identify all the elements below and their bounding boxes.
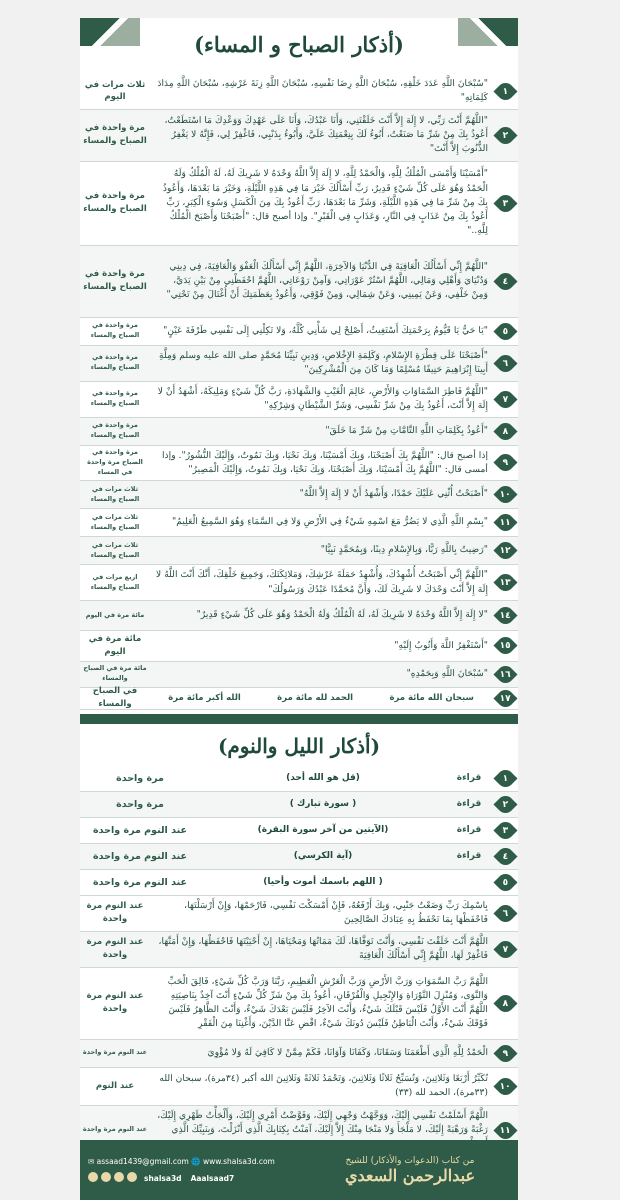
dhikr-text: "اللَّهُمَّ فَاطِرَ السَّمَاوَاتِ وَالأَرْضِ، عَالِمَ الْغَيْبِ وَالشَّهَادَةِ، رَبَّ كُلِّ شَيْءٍ وَمَلِيكَهُ، أَشْهَدُ أَنْ لا إِلَهَ إِلاَّ أَنْتَ، أَعُوذُ بِكَ مِنْ شَرِّ نَفْسِي، وَشَرِّ الشَّيْطَانِ وَشِرْكِهِ" (157, 385, 488, 411)
repeat-count: عند النوم (95, 1080, 135, 1091)
row-number-cell (492, 637, 518, 654)
dhikr-text: "أَصْبَحْتُ أُثْنِي عَلَيْكَ حَمْدًا، وَأَشْهَدُ أَنْ لا إِلَهَ إِلاَّ اللَّهُ" (299, 488, 488, 500)
row-number-badge: ١٠ (493, 482, 517, 506)
row-number-badge: ٢ (493, 792, 517, 816)
row-number-cell (492, 574, 518, 591)
row-number-cell (492, 323, 518, 340)
dhikr-row (80, 162, 518, 246)
repeat-count: مرة واحدة في الصباح والمساء (90, 353, 140, 371)
surah-name: (آية الكرسي) (293, 851, 353, 861)
repeat-count: مرة واحدة (116, 772, 164, 784)
footer-handle: Aaalsaad7 (190, 1173, 235, 1183)
row-number-cell (492, 796, 518, 813)
row-number-cell (492, 1078, 518, 1095)
repeat-count: عند النوم مرة واحدة (93, 824, 187, 836)
repeat-count: مائة مرة في اليوم (85, 610, 145, 619)
row-number-badge: ١١ (493, 510, 517, 534)
dhikr-text: "بِسْمِ اللَّهِ الَّذِي لا يَضُرُّ مَعَ اسْمِهِ شَيْءٌ فِي الأَرْضِ وَلا فِي السَّمَاءِ وَهُوَ السَّمِيعُ الْعَلِيمُ" (172, 516, 488, 528)
row-number-badge: ٨ (493, 419, 517, 443)
globe-icon: 🌐 (191, 1157, 203, 1166)
footer-contacts (88, 1155, 310, 1185)
footer-site[interactable]: www.shalsa3d.com (202, 1157, 275, 1166)
night-read-row (80, 818, 518, 844)
read-label: قراءة (456, 799, 482, 809)
snapchat-icon[interactable] (114, 1172, 124, 1182)
morning-title: (أذكار الصباح و المساء) (194, 32, 404, 57)
row-number-cell (492, 905, 518, 922)
surah-name: (قل هو الله أحد) (286, 773, 360, 783)
night-read-row (80, 766, 518, 792)
row-number-cell (492, 822, 518, 839)
dhikr-text: اللَّهُمَّ رَبَّ السَّمَوَاتِ وَرَبَّ الأَرْضِ وَرَبَّ الْعَرْشِ الْعَظِيمِ، رَبَّنَا وَرَبَّ كُلِّ شَيْءٍ، فَالِقَ الْحَبِّ وَالنَّوَى، وَمُنْزِلَ التَّوْرَاةِ وَالإِنْجِيلِ وَالْفُرْقَانِ، أَعُوذُ بِكَ مِنْ شَرِّ كُلِّ شَيْءٍ أَنْتَ آخِذٌ بِنَاصِيَتِهِ اللَّهُمَّ أَنْتَ الأَوَّلُ فَلَيْسَ قَبْلَكَ شَيْءٌ، وَأَنْتَ الآخِرُ فَلَيْسَ بَعْدَكَ شَيْءٌ، وَأَنْتَ الظَّاهِرُ فَلَيْسَ فَوْقَكَ شَيْءٌ، وَأَنْتَ الْبَاطِنُ فَلَيْسَ دُونَكَ شَيْءٌ، اقْضِ عَنَّا الدَّيْنَ، وَأَغْنِنَا مِنَ الْفَقْرِ (167, 975, 488, 1030)
surah-name: (الآيتين من آخر سورة البقرة) (257, 825, 389, 835)
night-dhikr-row (80, 1068, 518, 1106)
section-divider (80, 714, 518, 724)
repeat-count: مرة واحدة في الصباح والمساء (90, 421, 140, 439)
row-number-badge: ١٣ (493, 570, 517, 594)
night-read-row (80, 844, 518, 870)
footer-email[interactable]: assaad1439@gmail.com (96, 1157, 189, 1166)
row-number-badge: ١١ (493, 1118, 517, 1142)
dhikr-text: "أَعُوذُ بِكَلِمَاتِ اللَّهِ التَّامَّاتِ مِنْ شَرِّ مَا خَلَقَ" (325, 424, 488, 436)
row-number-badge: ١٥ (493, 634, 517, 658)
read-label: قراءة (456, 773, 482, 783)
dhikr-row (80, 110, 518, 162)
row-number-badge: ٤ (493, 269, 517, 293)
footer (80, 1140, 518, 1200)
dhikr-text: "أَصْبَحْنَا عَلَى فِطْرَةِ الإِسْلامِ، وَكَلِمَةِ الإِخْلاصِ، وَدِينِ نَبِيِّنَا مُحَمَّدٍ صلى الله عليه وسلم وَمِلَّةِ أَبِينَا إِبْرَاهِيمَ حَنِيفًا مُسْلِمًا وَمَا كَانَ مِنَ الْمُشْرِكِينَ" (159, 349, 488, 375)
tasbih-item: سبحان الله مائة مرة (389, 693, 474, 703)
night-dhikr-row (80, 932, 518, 968)
repeat-count: عند النوم مرة واحدة (82, 1125, 148, 1134)
row-number-badge: ١ (493, 766, 517, 790)
night-dhikr-row (80, 968, 518, 1040)
tasbih-item: الحمد لله مائة مرة (277, 693, 354, 703)
header (80, 18, 518, 74)
repeat-count: مرة واحدة في الصباح والمساء (83, 123, 147, 146)
repeat-count: مائة مرة في اليوم (88, 634, 142, 657)
row-number-cell (492, 995, 518, 1012)
row-number-badge: ١٢ (493, 538, 517, 562)
repeat-count: مائة مرة في الصباح والمساء (83, 664, 147, 682)
dhikr-text: الْحَمْدُ لِلَّهِ الَّذِي أَطْعَمَنَا وَسَقَانَا، وَكَفَانَا وَآوَانَا، فَكَمْ مِمَّنْ لا كَافِيَ لَهُ وَلا مُؤْوِيَ (207, 1046, 488, 1058)
row-number-cell (492, 423, 518, 440)
dhikr-row (80, 565, 518, 601)
row-number-cell (492, 874, 518, 891)
dhikr-row (80, 418, 518, 446)
dhikr-text: "لا إِلَهَ إِلاَّ اللَّهُ وَحْدَهُ لا شَرِيكَ لَهُ، لَهُ الْمُلْكُ وَلَهُ الْحَمْدُ وَهُوَ عَلَى كُلِّ شَيْءٍ قَدِيرٌ" (196, 609, 488, 621)
read-label: قراءة (456, 851, 482, 861)
repeat-count: ثلاث مرات في الصباح والمساء (90, 484, 140, 503)
tasbih-items (150, 693, 492, 703)
row-number-cell (492, 273, 518, 290)
email-icon: ✉ (88, 1157, 97, 1166)
book-title: من كتاب (الدعوات والأذكار) للشيخ (345, 1155, 475, 1166)
repeat-count: مرة واحدة في الصباح والمساء (83, 191, 147, 214)
footer-credit (310, 1156, 510, 1185)
row-number-badge: ٨ (493, 991, 517, 1015)
row-number-badge: ٦ (493, 901, 517, 925)
youtube-icon[interactable] (127, 1172, 137, 1182)
dhikr-row (80, 601, 518, 631)
row-number-cell (492, 454, 518, 471)
repeat-count: مرة واحدة (116, 798, 164, 810)
repeat-count: اربع مرات في الصباح والمساء (90, 572, 140, 591)
repeat-count: عند النوم مرة واحدة (86, 937, 144, 960)
footer-handle: shalsa3d (144, 1173, 182, 1183)
night-title: (أذكار الليل والنوم) (217, 733, 381, 758)
row-number-badge: ٩ (493, 1041, 517, 1065)
twitter-icon[interactable] (88, 1172, 98, 1182)
row-number-badge: ٤ (493, 844, 517, 868)
night-read-row (80, 870, 518, 896)
row-number-cell (492, 514, 518, 531)
row-number-cell (492, 355, 518, 372)
dhikr-text: "رَضِيتُ بِاللَّهِ رَبًّا، وَبِالإِسْلامِ دِينًا، وَبِمُحَمَّدٍ نَبِيًّا" (320, 544, 488, 556)
dhikr-text: اللَّهُمَّ أَسْلَمْتُ نَفْسِي إِلَيْكَ، وَوَجَّهْتُ وَجْهِي إِلَيْكَ، وَفَوَّضْتُ أَمْرِي إِلَيْكَ، وَأَلْجَأْتُ ظَهْرِي إِلَيْكَ، رَغْبَةً وَرَهْبَةً إِلَيْكَ، لا مَلْجَأَ وَلا مَنْجَا مِنْكَ إِلاَّ إِلَيْكَ، آمَنْتُ بِكِتَابِكَ الَّذِي أَنْزَلْتَ، وَبِنَبِيِّكَ الَّذِي (157, 1109, 488, 1135)
surah-name: ( سورة تبارك ) (289, 799, 357, 809)
row-number-badge: ٢ (493, 123, 517, 147)
row-number-cell (492, 83, 518, 100)
repeat-count: ثلاث مرات في اليوم (84, 79, 146, 103)
repeat-count: عند النوم مرة واحدة (82, 1048, 148, 1057)
tasbih-row (80, 688, 518, 710)
dhikr-row (80, 346, 518, 382)
night-reads-list (80, 766, 518, 896)
row-number-badge: ١٧ (493, 686, 517, 710)
dhikr-row (80, 446, 518, 482)
row-number-badge: ٥ (493, 319, 517, 343)
dhikr-text: "اللَّهُمَّ إِنِّي أَصْبَحْتُ أُشْهِدُكَ، وَأُشْهِدُ حَمَلَةَ عَرْشِكَ، وَمَلائِكَتَكَ، وَجَمِيعَ خَلْقِكَ، أَنَّكَ أَنْتَ اللَّهُ لا إِلَهَ إِلاَّ أَنْتَ وَحْدَكَ لا شَرِيكَ لَكَ، وَأَنَّ مُحَمَّدًا عَبْدُكَ وَرَسُولُكَ" (156, 569, 488, 595)
dhikr-text: إذا أصبح قال: "اللَّهُمَّ بِكَ أَصْبَحْنَا، وَبِكَ أَمْسَيْنَا، وَبِكَ نَحْيَا، وَبِكَ نَمُوتُ، وَإِلَيْكَ النُّشُورُ". وإذا أمسى قال: "اللَّهُمَّ بِكَ أَمْسَيْنَا، وَبِكَ أَصْبَحْنَا، وَبِكَ نَحْيَا، وَبِكَ نَمُوتُ، وَإِلَيْكَ الْمَصِيرُ" (162, 449, 488, 475)
repeat-count: مرة واحدة في الصباح والمساء (90, 389, 140, 407)
dhikr-text: "اللَّهُمَّ إِنِّي أَسْأَلُكَ الْعَافِيَةَ فِي الدُّنْيَا وَالآخِرَةِ، اللَّهُمَّ إِنِّي أَسْأَلُكَ الْعَفْوَ وَالْعَافِيَةَ، فِي دِينِي وَدُنْيَايَ وَأَهْلِي وَمَالِي، اللَّهُمَّ اسْتُرْ عَوْرَاتِي، وَآمِنْ رَوْعَاتِي، اللَّهُمَّ احْفَظْنِي مِنْ بَيْنِ يَدَيَّ، وَمِنْ خَلْفِي، وَعَنْ يَمِينِي، وَعَنْ شِمَالِي، وَمِنْ فَوْقِي، وَأَعُوذُ بِعَظَمَتِكَ أَنْ أُغْتَالَ مِنْ تَحْتِي" (166, 260, 488, 301)
dhikr-row (80, 382, 518, 418)
row-number-badge: ٧ (493, 937, 517, 961)
night-text-list (80, 896, 518, 1156)
dhikr-row (80, 74, 518, 110)
row-number-badge: ١ (493, 79, 517, 103)
row-number-cell (492, 391, 518, 408)
row-number-badge: ٥ (493, 870, 517, 894)
row-number-badge: ١٠ (493, 1074, 517, 1098)
dhikr-row (80, 509, 518, 537)
dhikr-row (80, 481, 518, 509)
row-number-cell (492, 666, 518, 683)
dhikr-text: "سُبْحَانَ اللَّهِ عَدَدَ خَلْقِهِ، سُبْحَانَ اللَّهِ رِضَا نَفْسِهِ، سُبْحَانَ اللَّهِ زِنَةَ عَرْشِهِ، سُبْحَانَ اللَّهِ مِدَادَ كَلِمَاتِهِ" (157, 78, 488, 104)
night-dhikr-row (80, 1040, 518, 1068)
dhikr-text: "اللَّهُمَّ أَنْتَ رَبِّي، لا إِلَهَ إِلاَّ أَنْتَ خَلَقْتَنِي، وَأَنَا عَبْدُكَ، وَأَنَا عَلَى عَهْدِكَ وَوَعْدِكَ مَا اسْتَطَعْتُ، أَعُوذُ بِكَ مِنْ شَرِّ مَا صَنَعْتُ، أَبُوءُ لَكَ بِنِعْمَتِكَ عَلَيَّ، وَأَبُوءُ بِذَنْبِي، فَاغْفِرْ لِي، فَإِنَّهُ لا يَغْفِرُ الذُّنُوبَ إِلاَّ أَنْتَ" (164, 114, 488, 155)
repeat-count: عند النوم مرة واحدة (86, 901, 144, 924)
repeat-count: مرة واحدة في الصباح مرة واحدة في المساء (87, 448, 143, 476)
repeat-count: عند النوم مرة واحدة (93, 876, 187, 888)
row-number-badge: ٦ (493, 351, 517, 375)
dhikr-text: تُكَبِّرُ أَرْبَعًا وَثَلاثِينَ، وَتُسَبِّحُ ثَلاثًا وَثَلاثِينَ، وَتَحْمَدُ ثَلاثَةً وَثَلاثِينَ الله أكبر (٣٤مرة)، سبحان الله (٣٣مرة)، الحمد لله (٣٣) (159, 1072, 488, 1098)
night-dhikr-row (80, 896, 518, 932)
repeat-count: ثلاث مرات في الصباح والمساء (90, 512, 140, 531)
row-number-cell (492, 848, 518, 865)
instagram-icon[interactable] (101, 1172, 111, 1182)
social-icons (88, 1172, 310, 1186)
row-number-cell (492, 941, 518, 958)
row-number-cell (492, 195, 518, 212)
row-number-badge: ٧ (493, 387, 517, 411)
row-number-badge: ٩ (493, 451, 517, 475)
dhikr-text: "يَا حَيُّ يَا قَيُّومُ بِرَحْمَتِكَ أَسْتَغِيثُ، أَصْلِحْ لِي شَأْنِي كُلَّهُ، وَلا تَكِلْنِي إِلَى نَفْسِي طَرْفَةَ عَيْنٍ" (163, 324, 488, 336)
row-number-cell (492, 542, 518, 559)
dhikr-text: "أَسْتَغْفِرُ اللَّهَ وَأَتُوبُ إِلَيْهِ" (394, 639, 488, 651)
row-number-cell (492, 1122, 518, 1139)
repeat-count: في الصباح والمساء (92, 686, 138, 709)
dhikr-row (80, 631, 518, 662)
night-read-row (80, 792, 518, 818)
dhikr-text: "سُبْحَانَ اللَّهِ وَبِحَمْدِهِ" (406, 667, 488, 679)
dhikr-row (80, 318, 518, 346)
page (80, 18, 518, 1200)
repeat-count: عند النوم مرة واحدة (86, 991, 144, 1014)
row-number-cell (492, 770, 518, 787)
row-number-badge: ٣ (493, 191, 517, 215)
dhikr-row (80, 246, 518, 318)
dhikr-text: بِاسْمِكَ رَبِّ وَضَعْتُ جَنْبِي، وَبِكَ أَرْفَعُهُ، فَإِنْ أَمْسَكْتَ نَفْسِي، فَارْحَمْهَا، وَإِنْ أَرْسَلْتَهَا، فَاحْفَظْهَا بِمَا تَحْفَظُ بِهِ عِبَادَكَ الصَّالِحِينَ (184, 899, 488, 925)
morning-list (80, 74, 518, 688)
repeat-count: مرة واحدة في الصباح والمساء (83, 269, 147, 292)
row-number-cell (492, 127, 518, 144)
row-number-badge: ١٦ (493, 662, 517, 686)
row-number-cell (492, 486, 518, 503)
dhikr-text: "أَمْسَيْنَا وَأَمْسَى الْمُلْكُ لِلَّهِ، وَالْحَمْدُ لِلَّهِ، لا إِلَهَ إِلاَّ اللَّهُ وَحْدَهُ لا شَرِيكَ لَهُ، لَهُ الْمُلْكُ وَلَهُ الْحَمْدُ وَهُوَ عَلَى كُلِّ شَيْءٍ قَدِيرٌ، رَبِّ أَسْأَلُكَ خَيْرَ مَا فِي هَذِهِ اللَّيْلَةِ، وَخَيْرَ مَا بَعْدَهَا، وَأَعُوذُ بِكَ مِنْ شَرِّ مَا فِي هَذِهِ اللَّيْلَةِ، وَشَرِّ مَا بَعْدَهَا، رَبِّ أَعُوذُ بِكَ مِنَ الْكَسَلِ وَسُوءِ الْكِبَرِ، رَبِّ أَعُوذُ بِكَ مِنْ عَذَابٍ فِي النَّارِ، وَعَذَابٍ فِي الْقَبْرِ". وإذا أصبح قال: "أَصْبَحْنَا وَأَصْبَحَ الْمُلْكُ لِلَّهِ.." (162, 168, 488, 237)
repeat-count: مرة واحدة في الصباح والمساء (90, 321, 140, 339)
repeat-count: عند النوم مرة واحدة (93, 850, 187, 862)
dhikr-row (80, 537, 518, 565)
surah-name: ( اللهم باسمك أموت وأحيا) (263, 877, 383, 887)
row-number-badge: ٣ (493, 818, 517, 842)
dhikr-text: اللَّهُمَّ أَنْتَ خَلَقْتَ نَفْسِي، وَأَنْتَ تَوَفَّاهَا، لَكَ مَمَاتُهَا وَمَحْيَاهَا، إِنْ أَحْيَيْتَهَا فَاحْفَظْهَا، وَإِنْ أَمَتَّهَا، فَاغْفِرْ لَهَا، اللَّهُمَّ إِنِّي أَسْأَلُكَ الْعَافِيَةَ (158, 935, 488, 961)
repeat-count: ثلاث مرات في الصباح والمساء (90, 540, 140, 559)
row-number-cell (492, 607, 518, 624)
row-number-badge: ١٤ (493, 603, 517, 627)
read-label: قراءة (456, 825, 482, 835)
row-number-cell (492, 1045, 518, 1062)
tasbih-item: الله أكبر مائة مرة (168, 693, 241, 703)
author-name: عبدالرحمن السعدي (344, 1165, 476, 1185)
